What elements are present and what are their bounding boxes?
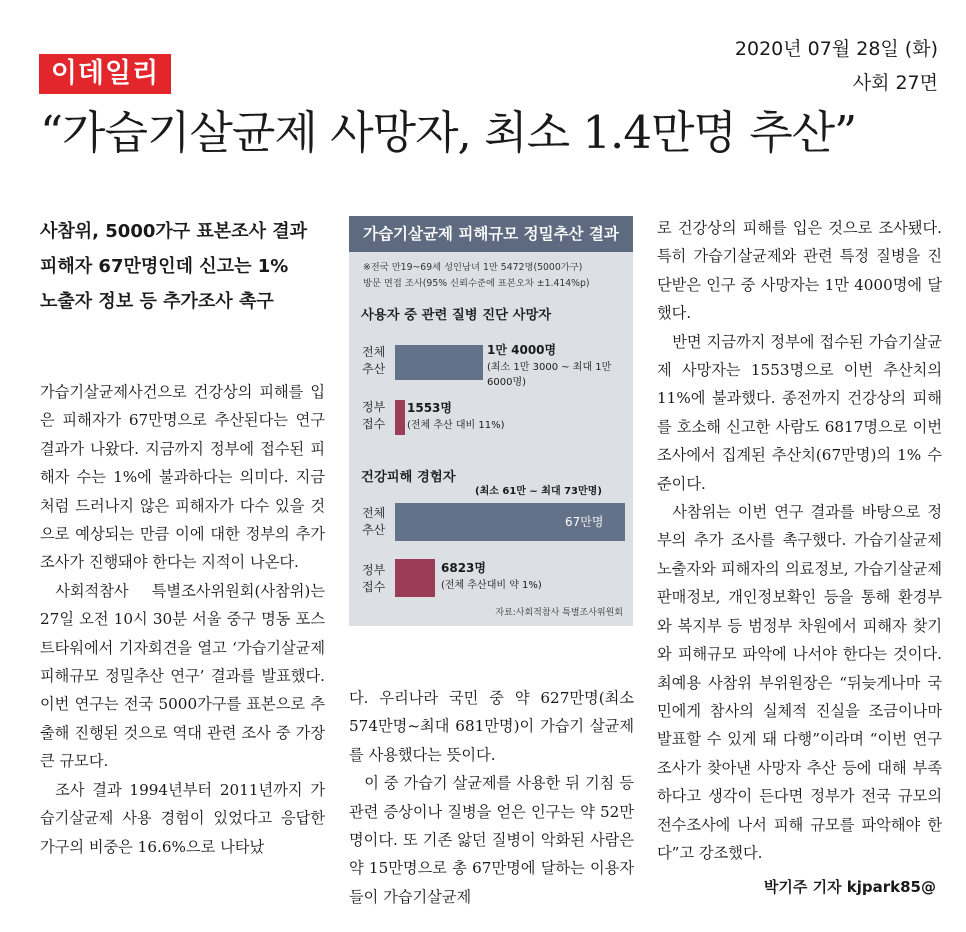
subhead-3: 노출자 정보 등 추가조사 촉구 [40, 291, 274, 312]
subhead-2: 피해자 67만명인데 신고는 1% [40, 256, 289, 277]
paragraph: 조사 결과 1994년부터 2011년까지 가습기살균제 사용 경험이 있었다고 응답한 가구의 비중은 16.6%으로 나타났 [40, 780, 325, 856]
bar-label-gov-2: 정부 접수 [362, 563, 386, 594]
chart-2-title: 건강피해 경험자 [361, 470, 456, 485]
survey-note-1: ※전국 만19~69세 성인남녀 1만 5472명(5000가구) [363, 262, 583, 273]
paragraph: 다. 우리나라 국민 중 약 627만명(최소 574만명~최대 681만명)이 가습기 살균제를 사용했다는 뜻이다. [349, 689, 634, 764]
bar-value-victims-gov: 6823명 [441, 561, 486, 575]
bar-deaths-gov [395, 400, 405, 435]
paragraph: 반면 지금까지 정부에 접수된 가습기살균제 사망자는 1553명으로 이번 추산치의 11%에 불과했다. 종전까지 건강상의 피해를 호소해 신고한 사람도 6817명으로 이번 조사에서 집계된 추산치(67만명)의 1% 수준이다. [657, 332, 942, 493]
paragraph: 로 건강상의 피해를 입은 것으로 조사됐다. 특히 가습기살균제와 관련 특정 질병을 진단받은 인구 중 사망자는 1만 4000명에 달했다. [657, 219, 942, 323]
bar-value-victims-total: 67만명 [565, 515, 604, 529]
chart-source: 자료:사회적참사 특별조사위원회 [495, 608, 623, 618]
bar-range-deaths-total: (최소 1만 3000 ~ 최대 1만 6000명) [487, 362, 612, 388]
paragraph: 가습기살균제사건으로 건강상의 피해를 입은 피해자가 67만명으로 추산된다는 연구 결과가 나왔다. 지금까지 정부에 접수된 피해자 수는 1%에 불과하다는 의미다. 지금처럼 드러나지 않은 피해자가 다수 있을 것으로 예상되는 만큼 이에 대한 정부의 추가 조사가 진행돼야 한다는 지적이 나온다. [40, 383, 325, 572]
paragraph: 이 중 가습기 살균제를 사용한 뒤 기침 등 관련 증상이나 질병을 얻은 인구는 약 52만명이다. 또 기존 앓던 질병이 악화된 사람은 약 15만명으로 총 67만명에 달하는 이용자들이 가습기살균제 [349, 774, 634, 906]
bar-value-deaths-total: 1만 4000명 [487, 343, 557, 357]
article-column-1 [40, 378, 325, 861]
paragraph: 사참위는 이번 연구 결과를 바탕으로 정부의 추가 조사를 촉구했다. 가습기살균제 노출자와 피해자의 의료정보, 가습기살균제 판매정보, 개인정보확인 등을 통해 환경부와 복지부 등 범정부 차원에서 피해자 찾기와 피해규모 파악에 나서야 한다는 것이다. 최예용 사참위 부위원장은 “뒤늦게나마 국민에게 참사의 실체적 진실을 조금이나마 발표할 수 있게 돼 다행”이라며 “이번 연구 조사가 찾아낸 사망자 추산 등에 대해 부족하다고 생각이 든다면 정부가 전국 규모의 전수조사에 나서 피해 규모를 파악해야 한다”고 강조했다. [657, 503, 942, 862]
bar-label-total-1: 전체 추산 [362, 345, 386, 376]
paragraph: 사회적참사 특별조사위원회(사참위)는 27일 오전 10시 30분 서울 중구 명동 포스트타워에서 기자회견을 열고 ‘가습기살균제 피해규모 정밀추산 연구’ 결과를 발표했다. 이번 연구는 전국 5000가구를 표본으로 추출해 진행된 것으로 역대 관련 조사 중 가장 큰 규모다. [40, 581, 325, 771]
article-column-2 [349, 684, 634, 911]
bar-deaths-total [395, 345, 483, 380]
page-section: 사회 27면 [852, 72, 938, 94]
headline: “가습기살균제 사망자, 최소 1.4만명 추산” [40, 106, 857, 159]
bar-label-total-2: 전체 추산 [362, 506, 386, 537]
bar-value-deaths-gov: 1553명 [407, 401, 452, 415]
bar-victims-gov [395, 559, 435, 597]
dateline [735, 32, 938, 100]
infographic-title: 가습기살균제 피해규모 정밀추산 결과 [349, 216, 633, 252]
article-column-3 [657, 214, 942, 867]
chart-1-title: 사용자 중 관련 질병 진단 사망자 [361, 308, 552, 323]
bar-ratio-deaths-gov: (전체 추산 대비 11%) [407, 420, 505, 431]
chart-2-range: (최소 61만 ~ 최대 73만명) [475, 486, 602, 497]
byline: 박기주 기자 kjpark85@ [763, 878, 936, 896]
bar-ratio-victims-gov: (전체 추산대비 약 1%) [441, 580, 542, 591]
survey-note-2: 방문 면접 조사(95% 신뢰수준에 표본오차 ±1.414%p) [363, 278, 590, 289]
subheads [40, 214, 330, 319]
publish-date: 2020년 07월 28일 (화) [734, 38, 938, 60]
subhead-1: 사참위, 5000가구 표본조사 결과 [40, 221, 308, 242]
infographic [349, 216, 633, 626]
publisher-logo: 이데일리 [39, 54, 171, 94]
bar-label-gov-1: 정부 접수 [362, 400, 386, 431]
